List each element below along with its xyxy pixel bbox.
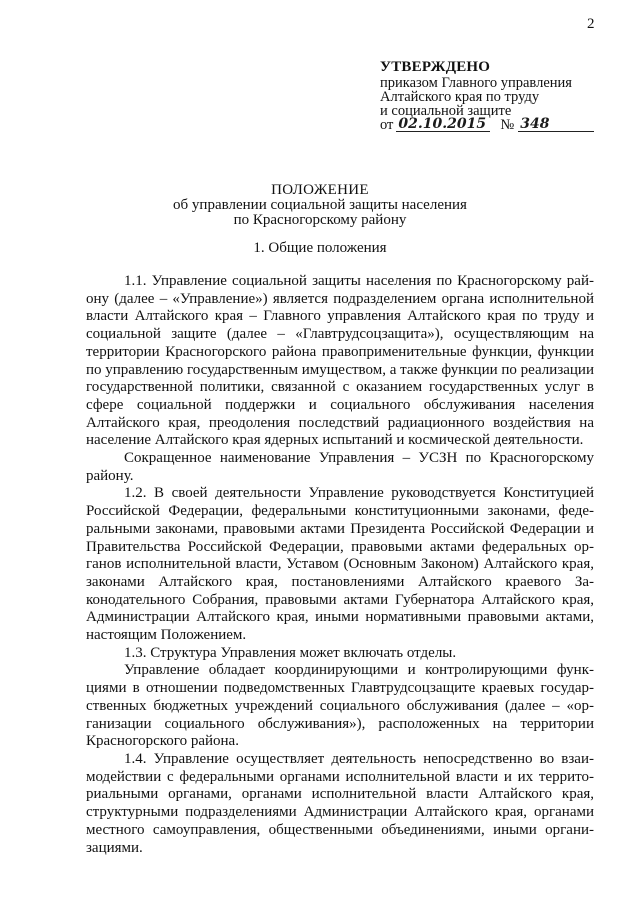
approval-line: приказом Главного управления (380, 75, 572, 91)
paragraph: 1.4. Управление осуществляет деятельность непосредственно во взаимодействии с федеральными органами исполнительной власти и их территориальными органами, органами исполнительной власти Алтайского края, структурными подразделениями Администрации Алтайского края, органами местного самоуправления, общественными объединениями, иными организациями. (86, 750, 594, 856)
paragraph: Управление обладает координирующими и контролирующими функциями в отношении подведомственных Главтрудсоцзащите краевых государственных бюджетных учреждений социального обслуживания (далее – «организации социального обслуживания»), расположенных на территории Красногорского района. (86, 662, 594, 750)
paragraph: 1.3. Структура Управления может включать отделы. (124, 644, 457, 661)
page-number: 2 (587, 16, 595, 32)
approval-line: Алтайского края по труду (380, 89, 540, 105)
paragraph: 1.2. В своей деятельности Управление руководствуется Конституцией Российской Федерации, федеральными конституционными законами, федеральными законами, правовыми актами Президента Российской Федерации и Правительства Российской Федерации, правовыми актами федеральных органов исполнительной власти, Уставом (Основным Законом) Алтайского края, законами Алтайского края, постановлениями Алтайского краевого Законодательного Собрания, правовыми актами Губернатора Алтайского края, Администрации Алтайского края, иными нормативными правовыми актами, настоящим Положением. (86, 485, 594, 644)
document-title: ПОЛОЖЕНИЕ (271, 182, 369, 198)
approval-line: и социальной защите (380, 103, 512, 119)
paragraph: 1.1. Управление социальной защиты населения по Красногорскому району (далее – «Управление») является подразделением органа исполнительной власти Алтайского края – Главного управления Алтайского края по труду и социальной защите (далее – «Главтрудсоцзащита»), осуществляющим на территории Красногорского района правоприменительные функции, функции по управлению государственным имуществом, а также функции по реализации государственной политики, связанной с оказанием государственных услуг в сфере социальной поддержки и социального обслуживания населения Алтайского края, преодоления последствий радиационного воздействия на население Алтайского края ядерных испытаний и космической деятельности. (86, 273, 594, 449)
approval-heading: УТВЕРЖДЕНО (380, 59, 491, 75)
document-title-block (0, 183, 640, 228)
date-prefix: от (380, 117, 394, 133)
document-body (86, 273, 594, 857)
document-subtitle-line: по Красногорскому району (233, 212, 407, 228)
section-heading: 1. Общие положения (253, 240, 387, 256)
handwritten-order-number: 348 (518, 118, 594, 132)
paragraph: Сокращенное наименование Управления – УСЗН по Красногорскому району. (86, 450, 594, 484)
approval-date-line (380, 118, 610, 132)
handwritten-date: 02.10.2015 (396, 118, 490, 132)
number-sign: № (500, 117, 515, 133)
document-subtitle-line: об управлении социальной защиты населения (173, 197, 467, 213)
approval-stamp-block (380, 60, 610, 132)
